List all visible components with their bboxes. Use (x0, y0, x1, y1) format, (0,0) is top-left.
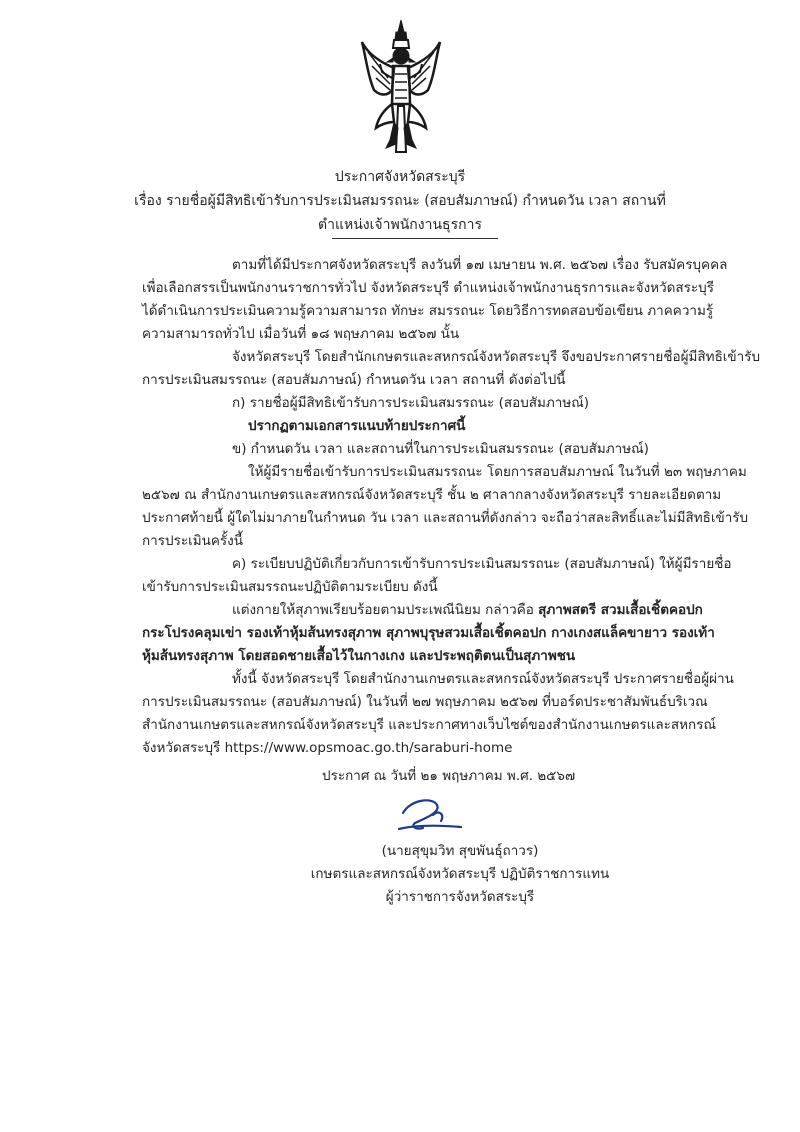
paragraph-1-line: ตามที่ได้มีประกาศจังหวัดสระบุรี ลงวันที่ ๑๗ เมษายน พ.ศ. ๒๕๖๗ เรื่อง รับสมัครบุคคล (232, 257, 728, 273)
signatory-title: ผู้ว่าราชการจังหวัดสระบุรี (385, 889, 535, 905)
paragraph-2-line: จังหวัดสระบุรี โดยสำนักเกษตรและสหกรณ์จังหวัดสระบุรี จึงขอประกาศรายชื่อผู้มีสิทธิเข้ารับ (232, 349, 761, 365)
paragraph-3-line: ประกาศท้ายนี้ ผู้ใดไม่มาภายในกำหนด วัน เวลา และสถานที่ดังกล่าว จะถือว่าสละสิทธิ์และไม่มีสิทธิเข้ารับ (142, 510, 749, 526)
header (0, 165, 800, 237)
document-subject: เรื่อง รายชื่อผู้มีสิทธิเข้ารับการประเมินสมรรถนะ (สอบสัมภาษณ์) กำหนดวัน เวลา สถานที่ (134, 193, 666, 209)
document-title: ประกาศจังหวัดสระบุรี (334, 169, 466, 185)
paragraph-3-line: การประเมินครั้งนี้ (142, 533, 243, 549)
paragraph-4-line: สำนักงานเกษตรและสหกรณ์จังหวัดสระบุรี และประกาศทางเว็บไซต์ของสำนักงานเกษตรและสหกรณ์ (142, 717, 716, 733)
signature-icon (393, 793, 467, 835)
signatory-title: เกษตรและสหกรณ์จังหวัดสระบุรี ปฏิบัติราชการแทน (310, 866, 610, 882)
paragraph-1-line: เพื่อเลือกสรรเป็นพนักงานราชการทั่วไป จังหวัดสระบุรี ตำแหน่งเจ้าพนักงานธุรการและจังหวัดสระบุรี (142, 280, 714, 296)
dress-code-bold: สุภาพสตรี สวมเสื้อเชิ้ตคอปก (538, 602, 703, 618)
document-position: ตำแหน่งเจ้าพนักงานธุรการ (318, 217, 482, 233)
dress-code-bold: กระโปรงคลุมเข่า รองเท้าหุ้มส้นทรงสุภาพ สุภาพบุรุษสวมเสื้อเชิ้ตคอปก กางเกงสแล็คขายาว รองเท้า (142, 625, 715, 641)
dress-code-bold: หุ้มส้นทรงสุภาพ โดยสอดชายเสื้อไว้ในกางเกง และประพฤติตนเป็นสุภาพชน (142, 648, 576, 664)
header-divider (332, 238, 498, 239)
paragraph-1-line: ได้ดำเนินการประเมินความรู้ความสามารถ ทักษะ สมรรถนะ โดยวิธีการทดสอบข้อเขียน ภาคความรู้ (142, 303, 714, 319)
signatory-name: (นายสุขุมวิท สุขพันธุ์ถาวร) (381, 843, 539, 859)
dress-code-line (232, 600, 703, 620)
paragraph-4-line: การประเมินสมรรถนะ (สอบสัมภาษณ์) ในวันที่ ๒๗ พฤษภาคม ๒๕๖๗ ที่บอร์ดประชาสัมพันธ์บริเวณ (142, 694, 708, 710)
paragraph-4-line: ทั้งนี้ จังหวัดสระบุรี โดยสำนักงานเกษตรและสหกรณ์จังหวัดสระบุรี ประกาศรายชื่อผู้ผ่าน (232, 671, 734, 687)
paragraph-3-line: ให้ผู้มีรายชื่อเข้ารับการประเมินสมรรถนะ โดยการสอบสัมภาษณ์ ในวันที่ ๒๓ พฤษภาคม (248, 464, 747, 480)
paragraph-4-line: จังหวัดสระบุรี https://www.opsmoac.go.th/saraburi-home (142, 740, 513, 756)
paragraph-3-line: ๒๕๖๗ ณ สำนักงานเกษตรและสหกรณ์จังหวัดสระบุรี ชั้น ๒ ศาลากลางจังหวัดสระบุรี รายละเอียดตาม (142, 487, 722, 503)
item-a-note: ปรากฏตามเอกสารแนบท้ายประกาศนี้ (248, 418, 466, 434)
signature-block (300, 840, 620, 909)
announce-date: ประกาศ ณ วันที่ ๒๑ พฤษภาคม พ.ศ. ๒๕๖๗ (322, 768, 576, 784)
item-c-line: ค) ระเบียบปฏิบัติเกี่ยวกับการเข้ารับการประเมินสมรรถนะ (สอบสัมภาษณ์) ให้ผู้มีรายชื่อ (232, 556, 732, 572)
paragraph-2-line: การประเมินสมรรถนะ (สอบสัมภาษณ์) กำหนดวัน เวลา สถานที่ ดังต่อไปนี้ (142, 372, 566, 388)
item-c-line: เข้ารับการประเมินสมรรถนะปฏิบัติตามระเบียบ ดังนี้ (142, 579, 438, 595)
item-b: ข) กำหนดวัน เวลา และสถานที่ในการประเมินสมรรถนะ (สอบสัมภาษณ์) (232, 441, 649, 457)
paragraph-1-line: ความสามารถทั่วไป เมื่อวันที่ ๑๘ พฤษภาคม ๒๕๖๗ นั้น (142, 326, 460, 342)
dress-code-lead: แต่งกายให้สุภาพเรียบร้อยตามประเพณีนิยม กล่าวคือ (232, 602, 539, 618)
garuda-emblem-icon (360, 18, 442, 154)
item-a: ก) รายชื่อผู้มีสิทธิเข้ารับการประเมินสมรรถนะ (สอบสัมภาษณ์) (232, 395, 590, 411)
